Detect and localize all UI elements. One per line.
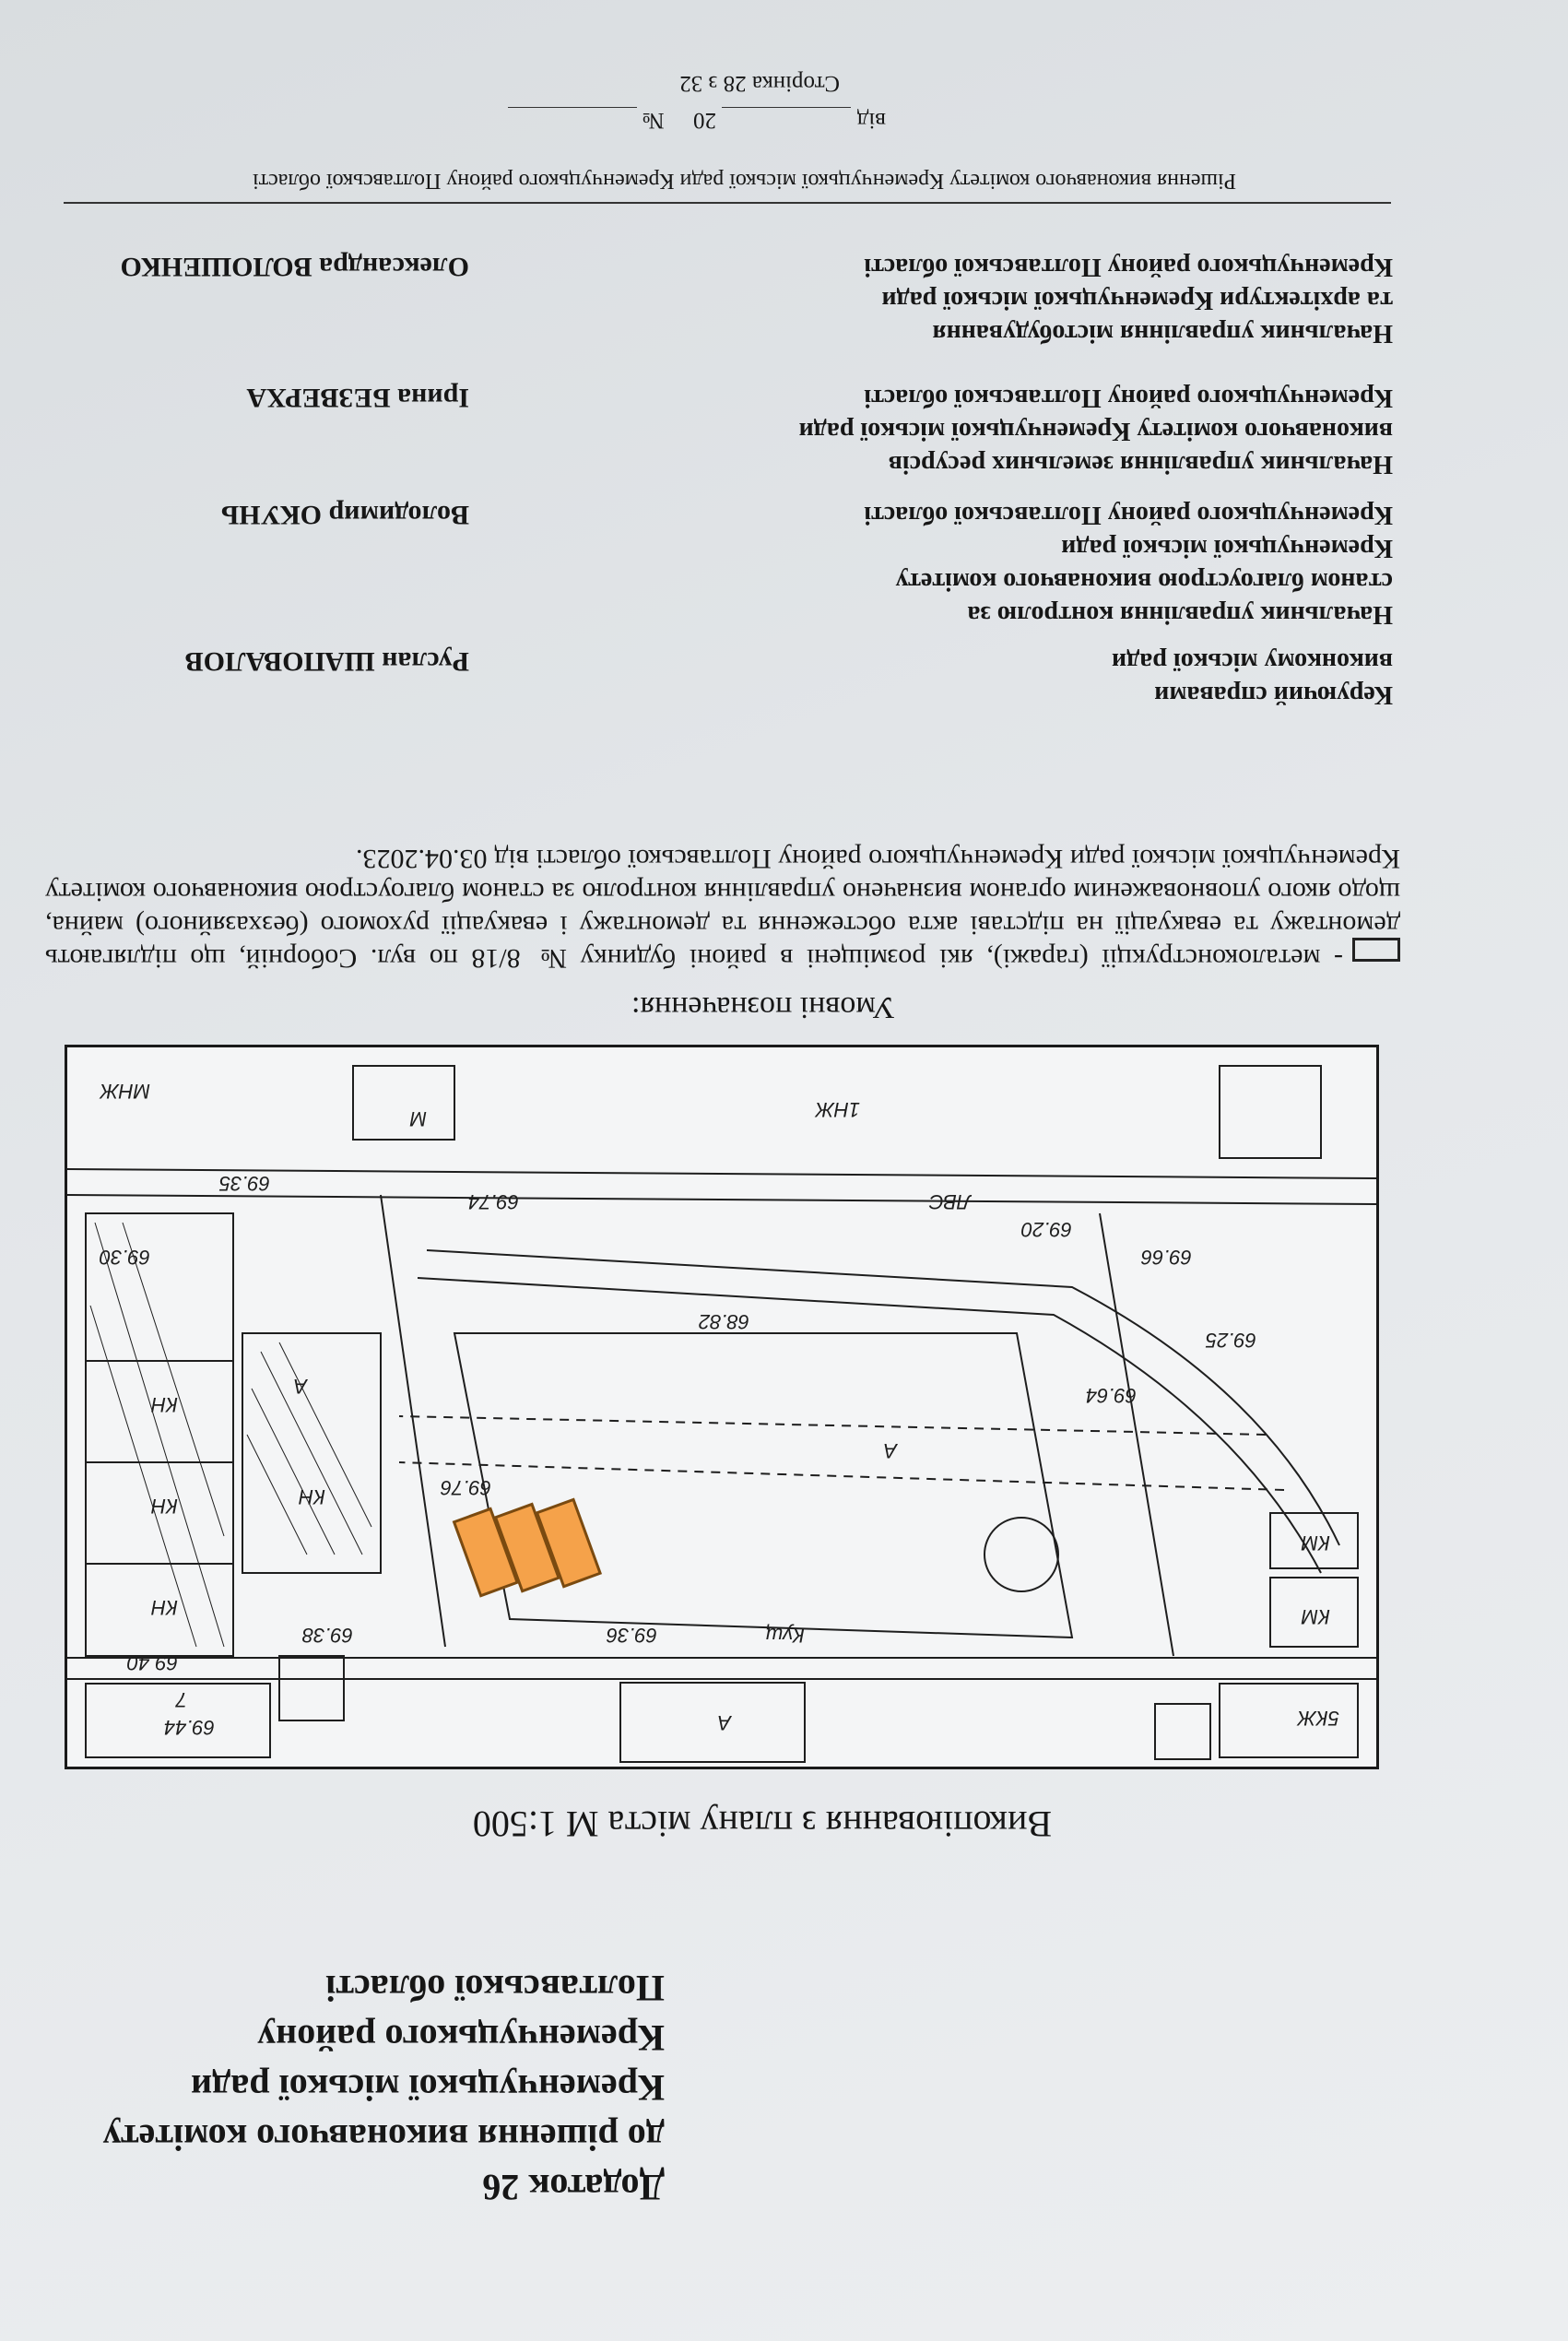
map-label: МНЖ [100,1080,150,1103]
footer-number-label: № [642,108,665,133]
map-label: КН [151,1393,178,1416]
map-label: КМ [1301,1605,1330,1628]
map-label: 69.40 [126,1651,178,1674]
tree-cluster [984,1518,1058,1591]
footer-date-line [508,107,886,133]
map-label: КН [151,1495,178,1518]
building-divider [86,1361,233,1564]
appendix-line: Полтавської області [325,1968,665,2009]
map-label: Кущ [765,1624,805,1647]
signature-name: Володимир ОКУНЬ [220,500,469,530]
map-label: А [293,1375,307,1398]
map-label: КН [151,1596,178,1619]
map-label: 5КЖ [1297,1707,1339,1730]
signature-title: Начальник управління містобудування та архітектури Кременчуцької міської ради Кременчуцького району Полтавської області [864,253,1393,348]
appendix-line: Кременчуцького району [257,2017,665,2059]
appendix-number: Додаток 26 [482,2167,665,2208]
signature-title: Начальник управління земельних ресурсів виконавчого комітету Кременчуцької міської ради Кременчуцького району Полтавської області [798,384,1393,479]
drive-line [1100,1213,1173,1656]
building [353,1066,454,1140]
appendix-line: Кременчуцької міської ради [191,2067,665,2109]
legend-text: - металоконструкції (гаражі), які розміщені в районі будинку № 8/18 по вул. Соборній, що підлягають демонтажу та евакуації на підставі акта обстеження та демонтажу і евакуації рухомого (безхазяйного) майна, щодо якого уповноваженим органом визначено управління контролю за станом благоустрою виконавчого комітету Кременчуцької міської ради Кременчуцького району Полтавської області від 03.04.2023. [45,844,1400,974]
city-plan-map [65,1045,1379,1769]
garages-highlight [454,1499,601,1595]
legend-title: Умовні позначення: [631,990,895,1024]
map-label: 69.36 [606,1624,657,1647]
map-label: 69.35 [218,1172,270,1195]
appendix-header [75,1963,665,2212]
footer-date-prefix: від [856,108,886,133]
footer-year: 20 [693,108,717,133]
map-label: 69.44 [163,1716,215,1739]
signature-title: Керуючий справами виконкому міської ради [1112,647,1393,709]
map-label: М [409,1107,427,1130]
map-label: А [717,1711,731,1734]
footer-rule [64,202,1391,204]
map-label: 69.64 [1085,1384,1137,1407]
building [620,1683,805,1762]
map-label: КН [299,1485,325,1508]
building [1220,1066,1321,1158]
map-label: 68.82 [698,1310,749,1333]
city-plan-drawing [67,1047,1376,1767]
map-label: 69.66 [1140,1246,1192,1269]
map-label: 69.76 [440,1476,491,1499]
building [1155,1704,1210,1759]
plan-caption: Викопіювання з плану міста М 1:500 [472,1803,1052,1845]
signature-title: Начальник управління контролю за станом благоустрою виконавчого комітету Кременчуцької міської ради Кременчуцького району Полтавської області [864,501,1393,629]
signature-name: Ірина БЕЗВЕРХА [246,383,469,413]
date-blank [722,107,851,128]
map-label: 69.38 [301,1624,353,1647]
map-label: ЛВС [928,1190,971,1213]
footer-title: Рішення виконавчого комітету Кременчуцької міської ради Кременчуцького району Полтавської області [252,169,1236,193]
map-label: 7 [175,1688,187,1711]
road-curve [427,1250,1339,1545]
footer-page-number: Сторінка 28 з 32 [679,71,840,96]
dashed-boundary [399,1462,1284,1490]
hatch [90,1223,224,1647]
map-label: А [883,1439,897,1462]
map-label: 1НЖ [815,1098,860,1121]
signature-name: Руслан ШАПОВАЛОВ [184,646,469,677]
map-label: КМ [1301,1531,1330,1555]
map-label: 69.74 [467,1190,519,1213]
map-label: 69.30 [99,1246,150,1269]
map-label: 69.25 [1205,1329,1256,1352]
signature-name: Олександра ВОЛОШЕНКО [120,252,469,282]
hatch [247,1342,371,1555]
drive-line [381,1195,445,1647]
street-edge [67,1195,1376,1204]
map-label: 69.20 [1020,1218,1072,1241]
number-blank [508,107,637,128]
courtyard-outline [454,1333,1072,1638]
appendix-line: до рішення виконавчого комітету [102,2117,665,2158]
building [279,1656,344,1720]
